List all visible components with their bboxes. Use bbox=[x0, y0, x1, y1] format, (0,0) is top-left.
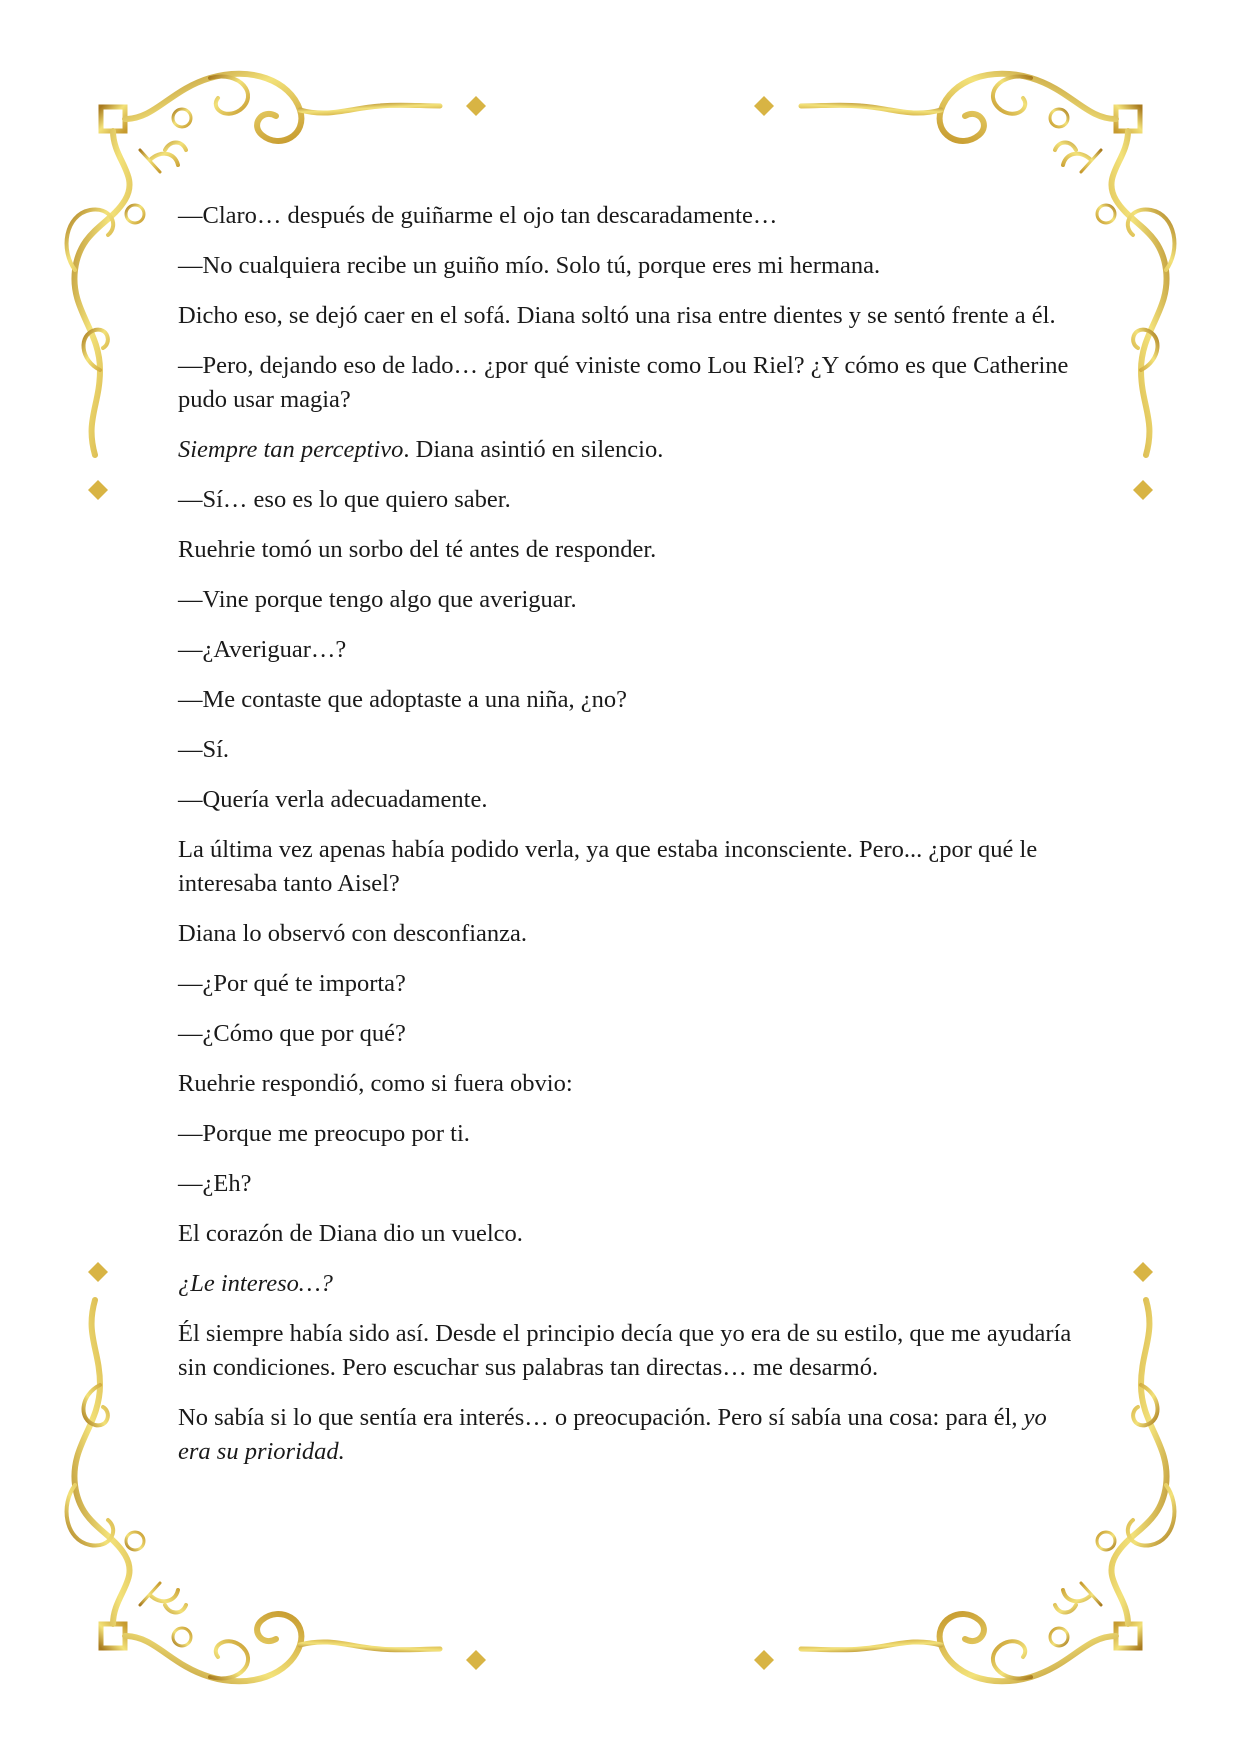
paragraph bbox=[178, 1267, 1078, 1301]
paragraph: La última vez apenas había podido verla, ya que estaba inconsciente. Pero... ¿por qué le interesaba tanto Aisel? bbox=[178, 836, 1038, 897]
paragraph: Diana lo observó con desconfianza. bbox=[178, 920, 527, 947]
paragraph: —Me contaste que adoptaste a una niña, ¿no? bbox=[178, 686, 628, 713]
paragraph: Ruehrie respondió, como si fuera obvio: bbox=[178, 1070, 573, 1097]
italic-phrase: Siempre tan perceptivo bbox=[178, 436, 404, 463]
paragraph: —¿Eh? bbox=[178, 1170, 252, 1197]
italic-phrase: yo era su prioridad. bbox=[178, 1404, 1047, 1465]
paragraph: —¿Cómo que por qué? bbox=[178, 1020, 406, 1047]
paragraph: —Vine porque tengo algo que averiguar. bbox=[178, 586, 577, 613]
paragraph bbox=[178, 1401, 1078, 1469]
paragraph: —Pero, dejando eso de lado… ¿por qué viniste como Lou Riel? ¿Y cómo es que Catherine pudo usar magia? bbox=[178, 352, 1069, 413]
italic-thought: ¿Le intereso…? bbox=[178, 1270, 333, 1297]
paragraph-text: No sabía si lo que sentía era interés… o preocupación. Pero sí sabía una cosa: para él, bbox=[178, 1404, 1024, 1431]
paragraph-text: . Diana asintió en silencio. bbox=[403, 436, 664, 463]
paragraph: —No cualquiera recibe un guiño mío. Solo tú, porque eres mi hermana. bbox=[178, 252, 881, 279]
paragraph: —Porque me preocupo por ti. bbox=[178, 1120, 470, 1147]
paragraph: Dicho eso, se dejó caer en el sofá. Diana soltó una risa entre dientes y se sentó frente a él. bbox=[178, 302, 1056, 329]
page-text bbox=[178, 199, 1078, 1485]
paragraph: —Sí. bbox=[178, 736, 230, 763]
paragraph bbox=[178, 433, 1078, 467]
paragraph: Él siempre había sido así. Desde el principio decía que yo era de su estilo, que me ayudaría sin condiciones. Pero escuchar sus palabras tan directas… me desarmó. bbox=[178, 1320, 1072, 1381]
paragraph: —Claro… después de guiñarme el ojo tan descaradamente… bbox=[178, 202, 778, 229]
paragraph: El corazón de Diana dio un vuelco. bbox=[178, 1220, 523, 1247]
paragraph: —Sí… eso es lo que quiero saber. bbox=[178, 486, 511, 513]
paragraph: —Quería verla adecuadamente. bbox=[178, 786, 488, 813]
paragraph: —¿Por qué te importa? bbox=[178, 970, 406, 997]
paragraph: Ruehrie tomó un sorbo del té antes de responder. bbox=[178, 536, 657, 563]
paragraph: —¿Averiguar…? bbox=[178, 636, 347, 663]
